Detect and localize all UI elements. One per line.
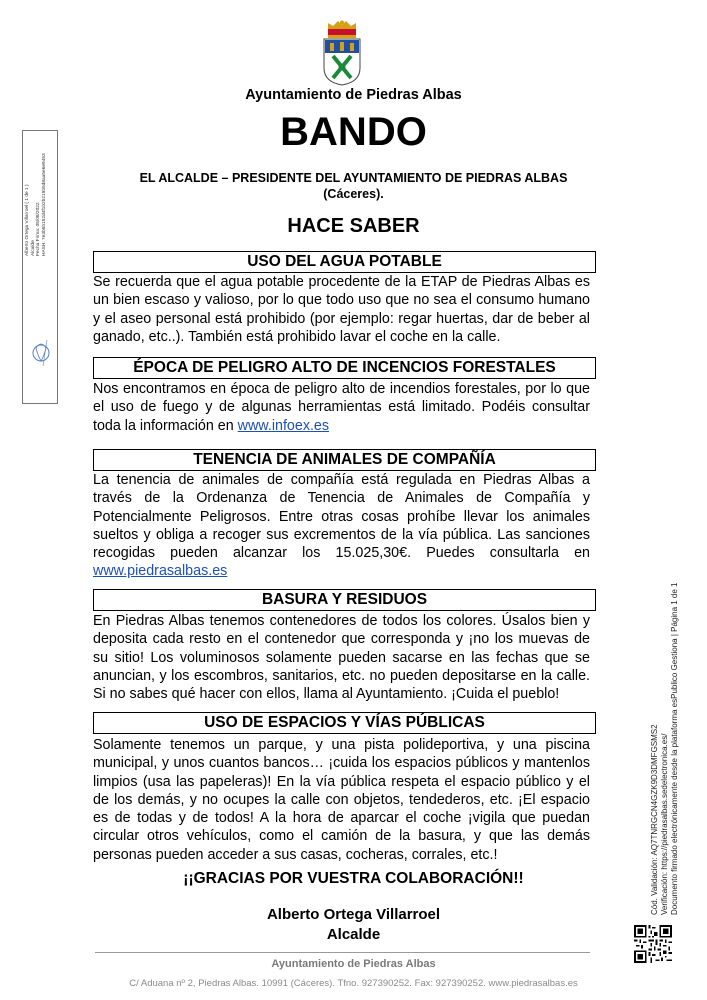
validation-text: [650, 583, 680, 916]
electronic-signature-stamp: [22, 130, 58, 404]
section-body-pets-text: La tenencia de animales de compañía está regulada en Piedras Albas a través de la Ordenanza de Tenencia de Animales de Compañía y Potencialmente Peligrosos. Entre otras cosas prohíbe llevar los animales sueltos y obliga a recoger sus excrementos de la vía pública. Las sanciones recogidas pueden alcanzar los 15.025,30€. Puedes consultarla en: [93, 472, 590, 562]
signature-stamp-text: [25, 153, 47, 256]
signature-line-1: Alberto Ortega Villarroel ( 1 de 1 ): [25, 184, 30, 256]
signature-line-2: Alcalde: [30, 240, 36, 256]
footer-divider: [95, 952, 590, 953]
section-body-fire-text: Nos encontramos en época de peligro alto de incendios forestales, por lo que el uso de fuego y de algunas herramientas está limitado. Podéis consultar toda la información en: [93, 381, 590, 434]
section-title-fire: ÉPOCA DE PELIGRO ALTO DE INCENCIOS FORESTALES: [93, 357, 596, 379]
validation-line-3: Documento firmado electrónicamente desde la plataforma esPublico Gestiona | Página 1 de 1: [670, 582, 679, 915]
signature-line-4: HASH: 7e3b5b152d4f1b2b219b5d8aa5e6e9453: [41, 153, 47, 256]
section-body-water: Se recuerda que el agua potable procedente de la ETAP de Piedras Albas es un bien escaso y valioso, por lo que todo uso que no sea el consumo humano y el aseo personal está prohibido (por ejemplo: regar huertas, dar de beber al ganado, etc..). También está prohibido lavar el coche en la calle.: [93, 274, 590, 345]
section-body-waste: En Piedras Albas tenemos contenedores de todos los colores. Úsalos bien y deposita cada resto en el contenedor que corresponda y ¡no los muevas de su sitio! Los voluminosos solamente pueden sacarse en las fechas que se anuncian, y los escombros, sanitarios, etc. no pueden depositarse en la calle. Si no sabes qué hacer con ellos, llama al Ayuntamiento. ¡Cuida el pueblo!: [93, 613, 590, 703]
footer-council-name: Ayuntamiento de Piedras Albas: [271, 958, 436, 970]
coat-of-arms-logo: [320, 20, 364, 86]
section-title-public-spaces: USO DE ESPACIOS Y VÍAS PÚBLICAS: [93, 712, 596, 734]
section-title-waste: BASURA Y RESIDUOS: [93, 589, 596, 611]
section-body-pets: [93, 471, 590, 581]
issuer-line-2: (Cáceres).: [323, 187, 384, 201]
announcement-heading: HACE SABER: [287, 215, 420, 237]
document-type-title: BANDO: [280, 110, 427, 154]
signer-name: Alberto Ortega Villarroel: [266, 906, 441, 923]
issuer-block: [100, 170, 607, 202]
validation-line-2: Verificación: https://piedrasalbas.sedelectronica.es/: [660, 733, 669, 915]
signature-seal-icon: [31, 336, 51, 370]
piedrasalbas-link[interactable]: www.piedrasalbas.es: [93, 563, 228, 580]
section-body-fire: [93, 380, 590, 435]
signer-role: Alcalde: [326, 926, 381, 943]
section-body-public-spaces: Solamente tenemos un parque, y una pista polideportiva, y una piscina municipal, y unos cuantos bancos… ¡cuida los espacios públicos y mantenlos limpios (usa las papeleras)! En la vía pública respeta el espacio público y el de los demás, y no ocupes la calle con objetos, tendederos, etc. ¡El espacio es de todas y de todos! A la hora de aparcar el coche ¡vigila que puedan circular otros vehículos, como el camión de la basura, y que las demás personas pueden acceder a sus casas, cocheras, corrales, etc.!: [93, 737, 590, 863]
signature-line-3: Fecha Firma: 05/08/2022: [36, 202, 41, 256]
closing-thanks: ¡¡GRACIAS POR VUESTRA COLABORACIÓN!!: [183, 870, 524, 887]
issuer-line-1: EL ALCALDE – PRESIDENTE DEL AYUNTAMIENTO DE PIEDRAS ALBAS: [139, 171, 568, 185]
section-title-water: USO DEL AGUA POTABLE: [93, 251, 596, 273]
validation-line-1: Cód. Validación: AQ7TNRGCN4GZK9D3DMFGSMS2: [650, 724, 659, 915]
council-name: Ayuntamiento de Piedras Albas: [245, 87, 462, 103]
infoex-link[interactable]: www.infoex.es: [237, 417, 330, 434]
section-title-pets: TENENCIA DE ANIMALES DE COMPAÑÍA: [93, 449, 596, 471]
footer-address: C/ Aduana nº 2, Piedras Albas. 10991 (Cáceres). Tfno. 927390252. Fax: 927390252. www.piedrasalbas.es: [129, 978, 578, 989]
qr-code-icon[interactable]: [634, 925, 672, 963]
